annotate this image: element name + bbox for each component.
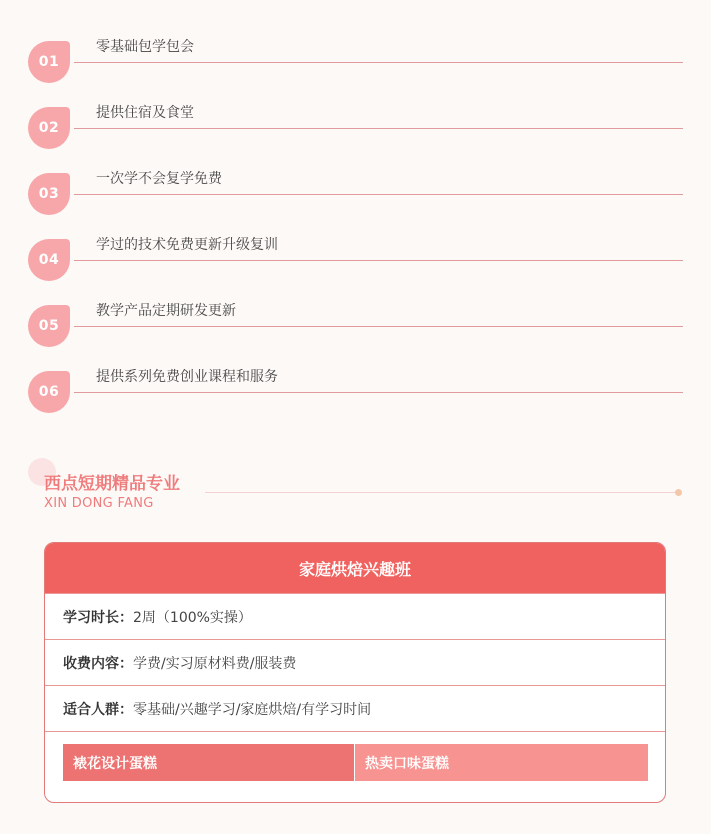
- feature-item: [0, 28, 711, 94]
- tab-piping-cake[interactable]: 裱花设计蛋糕: [63, 744, 355, 781]
- feature-number-badge: 02: [28, 107, 70, 149]
- feature-number-badge: 04: [28, 239, 70, 281]
- section-divider: [205, 492, 675, 493]
- section-divider-dot: [675, 489, 682, 496]
- feature-number-badge: 05: [28, 305, 70, 347]
- divider: [74, 392, 683, 393]
- feature-number-badge: 06: [28, 371, 70, 413]
- feature-text: 提供系列免费创业课程和服务: [96, 369, 278, 385]
- feature-item: [0, 94, 711, 160]
- divider: [74, 326, 683, 327]
- course-row-fees: [45, 639, 665, 685]
- row-value: 2周（100%实操）: [133, 609, 252, 626]
- course-tabs: [63, 744, 648, 781]
- feature-item: [0, 226, 711, 292]
- row-key: 收费内容：: [63, 655, 133, 672]
- divider: [74, 260, 683, 261]
- feature-text: 提供住宿及食堂: [96, 105, 194, 121]
- divider: [74, 62, 683, 63]
- tab-popular-cake[interactable]: 热卖口味蛋糕: [355, 744, 648, 781]
- feature-text: 一次学不会复学免费: [96, 171, 222, 187]
- course-card: [44, 542, 666, 803]
- row-key: 适合人群：: [63, 701, 133, 718]
- row-value: 零基础/兴趣学习/家庭烘焙/有学习时间: [133, 701, 372, 718]
- course-row-audience: [45, 685, 665, 731]
- section-subtitle: XIN DONG FANG: [44, 496, 154, 511]
- row-value: 学费/实习原材料费/服装费: [133, 655, 297, 672]
- course-row-duration: [45, 593, 665, 639]
- divider: [74, 128, 683, 129]
- feature-item: [0, 358, 711, 424]
- feature-number-badge: 03: [28, 173, 70, 215]
- feature-text: 学过的技术免费更新升级复训: [96, 237, 278, 253]
- feature-item: [0, 160, 711, 226]
- divider: [74, 194, 683, 195]
- feature-text: 零基础包学包会: [96, 39, 194, 55]
- course-tabs-row: [45, 731, 665, 781]
- course-title: 家庭烘焙兴趣班: [45, 543, 665, 593]
- section-title: 西点短期精品专业: [44, 474, 180, 494]
- row-key: 学习时长：: [63, 609, 133, 626]
- feature-item: [0, 292, 711, 358]
- feature-text: 教学产品定期研发更新: [96, 303, 236, 319]
- feature-number-badge: 01: [28, 41, 70, 83]
